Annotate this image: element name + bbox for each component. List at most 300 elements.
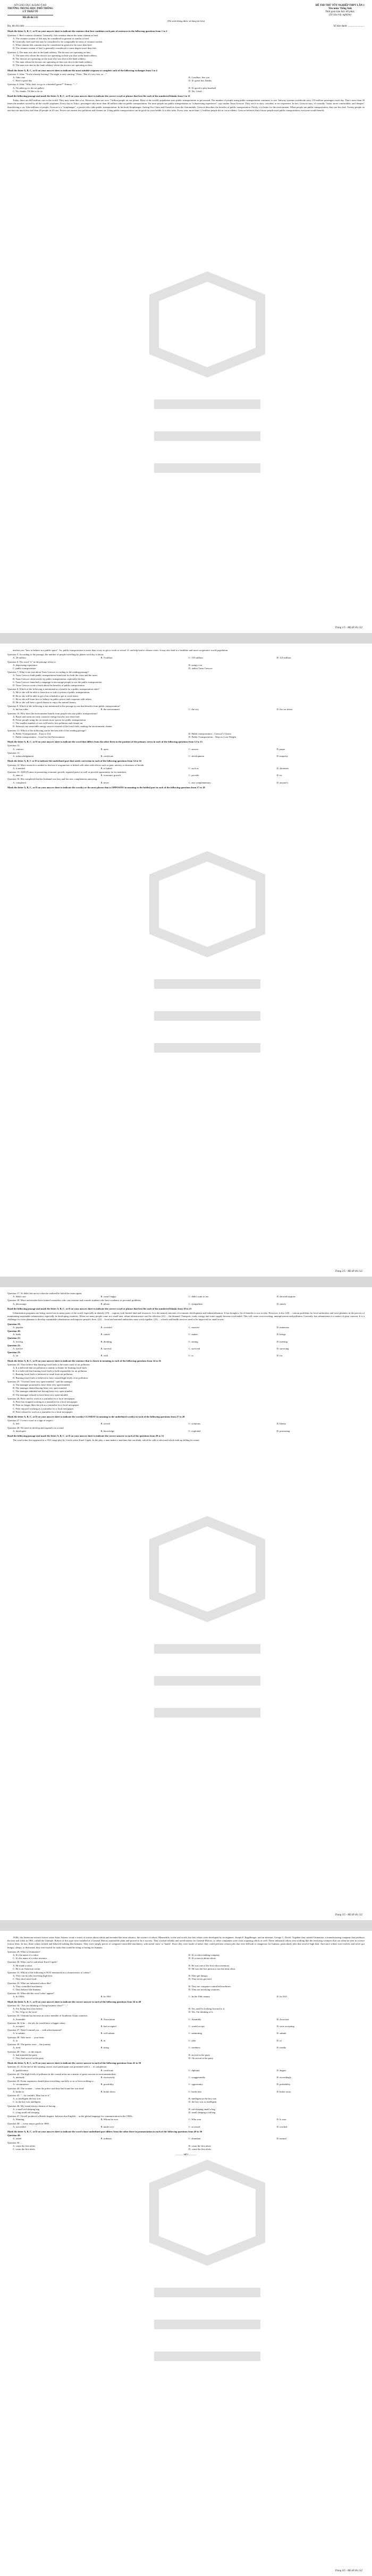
option[interactable]: B. Yes, and I'm looking forward to it. (189, 2007, 225, 2011)
option[interactable]: D. The vitamin content of beef is generally considered to some degree more than fish. (13, 47, 97, 50)
question-47: Question 47: Orwell produced a British linguist, believes that English ... as the global language for communication in the 1990s. (7, 2115, 133, 2118)
option[interactable]: A. I'd rather go to the art gallery (13, 86, 45, 89)
option[interactable]: D. exceedingly (276, 2075, 292, 2079)
page-2 (0, 644, 372, 1277)
options-31 (13, 1974, 365, 1981)
option[interactable]: D. satisfy (276, 1302, 286, 1305)
question-43: Question 43: Event organisers should plan everything carefully so as to leave nothing to ... (7, 2080, 96, 2083)
option[interactable]: A. discourage (13, 1302, 27, 1305)
option[interactable]: B. dividing (100, 1340, 112, 1343)
option[interactable]: D. surviving (276, 1347, 289, 1350)
question-24: Question 24: They believe that burning fossil fuels is the main cause of air pollution. (7, 1363, 90, 1366)
option[interactable]: B. Peter no longer likes the job as a journalist for a local newspaper. (13, 1404, 80, 1407)
option[interactable]: C. They don't need food. (13, 1978, 37, 1981)
question-23: Question 23: (7, 1351, 21, 1354)
question-30: Question 30: What can be said about Karel Capek? (7, 1961, 57, 1964)
option[interactable]: B. certificate (100, 2069, 114, 2072)
option[interactable]: B. They are computer-controlled machines. (189, 1985, 231, 1988)
options-15 (13, 774, 365, 777)
question-27: Question 27: I wear a scarf as a sign of respect. (7, 1419, 54, 1422)
question-12: Question 12: (7, 744, 20, 747)
options-50 (13, 2145, 365, 2151)
option[interactable]: C. No, thanks. I'd like to do so (13, 89, 43, 93)
question-25: Question 25: "I haven't been very open-minded," said the manager. (7, 1380, 73, 1383)
option[interactable]: A. to (13, 2039, 18, 2042)
options-28 (13, 1430, 365, 1433)
option[interactable]: B. wasn't happy (100, 1295, 116, 1298)
option[interactable]: C. survived (189, 1347, 200, 1350)
option[interactable]: B. red sleeping small a bag (189, 2107, 215, 2111)
option[interactable]: C. Assembly (189, 2018, 201, 2021)
question-17: Question 17: To didn't hat an eye when he realized he failed the exam again. (7, 1292, 82, 1295)
option[interactable]: D. Taras Grescoe wrote a book about the benefits of public transportation. (13, 684, 85, 687)
options-25 (13, 1383, 365, 1397)
option[interactable]: B. crowded (100, 1325, 112, 1329)
option[interactable]: A. developed (13, 1429, 26, 1432)
option[interactable]: C. The smaller number of cars will lead to less pollution and cleaner air. (13, 722, 83, 725)
exam-title: ĐỀ THI THỬ TỐT NGHIỆP THPT LẦN 1 (315, 4, 365, 7)
option[interactable]: C. They behave like humans. (13, 1988, 41, 1991)
option[interactable]: D. brings (276, 1333, 286, 1336)
exam-header (7, 4, 365, 20)
option[interactable]: C. In the 19th century (189, 1995, 210, 1998)
option[interactable]: B. served (100, 1422, 110, 1425)
page-footer: Trang 2/5 - Mã đề thi 132 (335, 1270, 362, 1273)
option[interactable]: A. tasted (13, 2137, 22, 2140)
subject: Tên môn: Tiếng Anh (328, 7, 352, 10)
option[interactable]: C. any complementary (189, 781, 211, 784)
reading-passage: Today, there are 600 million cars in the world. They may seem like a lot. However, there are over 7 billion people on our planet. Most of the world's population uses public transportation to get around. The number of people using public transportation continues to rise. Subway systems worldwide carry 155 million passengers each day. That's more than 30 times the number carried by all the world's airplanes. Every day in Tokyo, passengers take more than 40 million rides on public transportation. Yet most people see public transportation as "a depressing experience", says author Taras Grescoe. They see it as slow, crowded, or too expensive. In fact, Grescoe says, it's actually "faster, more comfortable, and cheaper" than driving a car. Like millions of people, Grescoe is a "straphanger", a person who rides public transportation. In his book Straphanger: Saving Our Cities and Ourselves from the Automobile, Grescoe describes the benefits of public transportation. Firstly, it is better for the environment. When people use public transportation, they use less fuel. Twenty people on one bus use much less fuel than 20 people in 20 cars. Fewer cars means less pollution and cleaner air. Using public transportation can be good for your health. It is also safer. Every year, more than 1.2 million people die in car accidents. Grescoe believes that if more people used public transportation, everyone would benefit. (7, 99, 365, 112)
question-13: Question 13: (7, 751, 20, 754)
option[interactable]: B. Taras Grescoe often travels by public transportation, especially the bus. (13, 677, 86, 680)
options-40 (13, 2054, 365, 2060)
option[interactable]: B. It is believed that burning fossil fuels is held responsible for air pollution. (13, 1370, 88, 1373)
option[interactable]: A. aims at (13, 774, 23, 777)
option[interactable]: B. tiring (100, 2046, 109, 2049)
reading-passage: The word robot first appeared in a 1921 stage play by Czech writer Karel Capek. In the play, a man makes a machine that can think, which he calls a robot and which ends up killing its owner. (13, 1439, 200, 1442)
option[interactable]: D. promoting (276, 1429, 290, 1432)
option[interactable]: C. What vitamin fish contains may be considered in general to be more than beef. (13, 44, 92, 47)
option[interactable]: D. cause the first alerts (189, 2147, 212, 2150)
option[interactable]: B. certificate (100, 755, 114, 758)
option[interactable]: C. makes (189, 1333, 198, 1336)
option[interactable]: D. In 1921 (276, 1995, 288, 1998)
question-44: Question 44: The woman ... when the police said they had found her son dead. (7, 2087, 84, 2090)
option[interactable]: C. Who won (189, 2118, 201, 2121)
name-field[interactable]: Họ, tên thí sinh: ........................................................... (7, 25, 65, 28)
instruction: Mark the letter A, B, C, or D on your answer sheet to indicate the word(s) CLOSEST in meaning to the underlined word(s) in each of the following questions from 27 to 28 (7, 1415, 185, 1418)
question-6: Question 6: The word "it" in the passage refers to (7, 660, 56, 663)
option[interactable]: C. such as (189, 766, 199, 770)
question-18: Question 18: More universities have trained counselors who can reassure and console students who have academic or personal problems. (7, 1299, 141, 1302)
option[interactable]: D. They never get tired. (189, 1978, 212, 1981)
option[interactable]: D. Is won (276, 2118, 286, 2121)
options-13 (13, 755, 365, 758)
option[interactable]: C. the city (189, 708, 199, 711)
option[interactable]: D. He was the first person to use the term robot. (189, 1967, 236, 1970)
option[interactable]: D. Yes, I'm thinking of it. (189, 2011, 214, 2014)
option[interactable]: A. Take care (13, 76, 26, 79)
option[interactable]: A. feel (13, 1422, 20, 1425)
option[interactable]: D. It's great fun, thanks (189, 79, 212, 82)
option[interactable]: B. with (100, 1354, 108, 1357)
question-33: Question 33: When did the word 'robot' appear? (7, 1992, 54, 1995)
option[interactable]: B. survival (100, 1347, 112, 1350)
option[interactable]: A. tired (13, 2046, 21, 2049)
option[interactable]: A. depressing experience (13, 663, 38, 666)
option[interactable]: B. Generally, beef and fish may be considered to be comparable in terms of vitamin content. (13, 40, 103, 44)
options-19 (13, 1326, 365, 1329)
option[interactable]: D. of (276, 2039, 282, 2042)
option[interactable]: A. on (13, 1354, 19, 1357)
question-2: Question 2: The man was shot in the bank robbery. The doctors are operating on him. (7, 51, 91, 54)
question-3: Question 3: John: "You're already leaving? The night is only starting." Peter: "But it's very late, so ..." (7, 72, 107, 76)
option[interactable]: B. ordinary (100, 2137, 112, 2140)
option[interactable]: C. broke into (189, 2090, 202, 2093)
option[interactable]: C. He is an American writer. (13, 1967, 41, 1970)
option[interactable]: C. It's the name of a robot inventor. (13, 1957, 47, 1960)
question-35: Question 35: Vietnam has become an active member of Southeast Asian countries. (7, 2014, 88, 2018)
option[interactable]: B. never (100, 781, 109, 784)
question-37: Question 37: Need I remind you ... with advertisement? (7, 2029, 62, 2032)
option[interactable]: D. He or she will have a good chance to enjoy the natural beauty. (13, 701, 77, 704)
options-2 (13, 54, 365, 68)
option[interactable]: A. Assemble (13, 2018, 26, 2021)
option[interactable]: A. completed (13, 781, 26, 784)
option[interactable]: B. In 1961 (100, 1995, 112, 1998)
option[interactable]: B. He was one of the first robot inventors. (189, 1964, 230, 1967)
option[interactable]: C. accessed (189, 2125, 200, 2128)
question-40: Question 40: They ... to the airport. (7, 2050, 42, 2053)
option[interactable]: B. the environment (100, 708, 120, 711)
option[interactable]: C. Peter enjoyed working as a journalist for a local newspaper. (13, 1407, 74, 1410)
option[interactable]: B. They get hungry. (189, 1974, 208, 1978)
question-48: Question 48: ... every major grade in 3000. (7, 2122, 49, 2125)
options-20 (13, 1333, 365, 1336)
option[interactable]: A. It is believed that air pollution is mainly to blame for burning fossil fuels. (13, 1366, 88, 1370)
option[interactable]: D. showed surprise (276, 1295, 295, 1298)
option[interactable]: C. diploma (189, 2069, 200, 2072)
option[interactable]: A. Peter has stopped working as a journalist for a local newspaper. (13, 1400, 78, 1404)
option[interactable]: D. anyone's (276, 781, 288, 784)
question-10: Question 10: How does the environment benefit from people who use public transportation? (7, 712, 98, 715)
reading-passage: teaches you "how to behave in a public space". So, public transportation is more than a way to get to work or school. It can help lead to cleaner cities. It may also lead to a healthier and more cooperative world population. (13, 649, 229, 652)
school-label: TRƯỜNG TRUNG HỌC PHỔ THÔNG (7, 7, 54, 10)
option[interactable]: C. submitting (189, 2032, 202, 2035)
page-1 (0, 0, 372, 633)
options-1 (13, 37, 365, 51)
exam-note: (Thí sinh không được sử dụng tài liệu) (167, 20, 205, 22)
options-18 (13, 1303, 365, 1306)
option[interactable]: B. The doctors are operating on the man who was shot in the bank robbery. (13, 57, 86, 61)
options-27 (13, 1422, 365, 1425)
option[interactable]: A. Buses and trains not only conserve energy but also use clean fuel. (13, 715, 80, 718)
option[interactable]: D. broke away (276, 2090, 291, 2093)
question-15: Question 15: ASEAN aims at promoting economic growth, regional peace as well as provide opportunity for its members. (7, 770, 127, 773)
options-38 (13, 2039, 365, 2043)
options-10 (13, 715, 365, 729)
option[interactable]: D. shortness (276, 766, 289, 770)
option[interactable]: D. The manager refused to have been very open-minded. (13, 1393, 69, 1396)
option[interactable]: D. reached (276, 2125, 288, 2128)
option[interactable]: C. He or she will learn how to behave in public places and cooperate with others. (13, 697, 92, 701)
option[interactable]: B. Association (100, 2018, 115, 2021)
option[interactable]: D. paper (276, 747, 285, 751)
option[interactable]: A. to submit (13, 2032, 25, 2035)
option[interactable]: B. 5 million (100, 656, 113, 660)
option[interactable]: C. public transportation (13, 667, 36, 670)
question-11: Question 11: Which of the following can be the best title of the reading passage? (7, 729, 87, 732)
option[interactable]: D. majority (276, 755, 288, 758)
option[interactable]: B. economic growth (100, 774, 121, 777)
option[interactable]: D. its (276, 774, 282, 777)
question-49: Question 49: (7, 2134, 21, 2137)
time-limit: Thời gian làm bài: 60 phút; (325, 11, 355, 13)
option[interactable]: A. is needed (13, 766, 25, 770)
option[interactable]: B. knowledge (100, 1429, 115, 1432)
options-5 (13, 656, 365, 660)
school-name: LÝ THÁI TỔ (22, 11, 38, 13)
question-38: Question 38: Take more ... your heart. (7, 2036, 45, 2039)
question-20: Question 20: (7, 1330, 21, 1333)
options-3 (13, 76, 365, 82)
option[interactable]: C. 155 million (189, 656, 203, 660)
option[interactable]: D. the boy was so intelligent (189, 2100, 217, 2104)
option[interactable]: B. excessively (100, 2075, 115, 2079)
options-32 (13, 1985, 365, 1991)
options-21 (13, 1340, 365, 1344)
reading-passage: 1940s, the American science fiction writer Isaac Asimov wrote a series of stories about robots and invented the term robotics, the science of robots. Meanwhile, in the real world, the first robots were developed by an engineer, Joseph F. Engelberger, and an inventor, George C. Devol. Together they started Unimation, a manufacturing company that produces the first real robot in 1961, called the Unimate. Robots of this type were installed at a General Motors automobile plant and proved to be a success. They worked reliably and saved money for General Motors, so other companies were soon acquiring robots as well. These industrial robots were nothing like the terrifying creatures that can often be seen in science fiction films. In fact, these robots looked and behaved nothing like humans. They were simply pieces of computer-controlled machinery, with metal 'arms' or 'hands'. Since they were made of metal, they could perform certain jobs that were difficult or dangerous for humans, particularly jobs that involve high heat. And since robots were tireless and never got hungry, sleepy, or distracted, they were useful for tasks that would be tiring or boring for humans. (7, 1936, 365, 1949)
option[interactable]: C. opportunity (189, 2083, 203, 2086)
option[interactable]: D. probability (276, 2083, 291, 2086)
options-4 (13, 87, 365, 93)
option[interactable]: B. cause the first alerts (189, 2144, 211, 2147)
option[interactable]: C. Burning fossil fuels is believed to result from air pollution. (13, 1373, 73, 1376)
options-39 (13, 2046, 365, 2049)
options-47 (13, 2118, 365, 2121)
option[interactable]: B. intelligent as the boy was (189, 2097, 217, 2100)
watermark-logo (138, 2154, 276, 2388)
option[interactable]: C. The man whom the doctors are operating on him was shot in the bank robbery. (13, 61, 92, 64)
instruction: Mark the letter A, B, C, or D on your answer sheet to indicate the correct answer to each of the following questions from 34 to 40 (7, 2000, 141, 2003)
option[interactable]: B. open (100, 747, 108, 751)
option[interactable]: C. would accept (189, 2025, 205, 2028)
option[interactable]: C. setting (189, 1340, 198, 1343)
watermark-logo (138, 846, 276, 1080)
options-43 (13, 2083, 365, 2086)
page-footer: Trang 1/5 - Mã đề thi 132 (335, 626, 362, 629)
option[interactable]: C. as the boy was intelligent (13, 2100, 41, 2104)
page-3 (0, 1287, 372, 1920)
option[interactable]: B. arrived at the party (189, 2053, 210, 2056)
question-1: Question 1: Beef contains vitamins. Generally, fish contains almost the same vitamin as beef. (7, 34, 99, 37)
option[interactable]: D. meeting (276, 1340, 288, 1343)
options-49 (13, 2137, 365, 2140)
option[interactable]: B. in (100, 2039, 106, 2042)
option[interactable]: D. tiredly (276, 2046, 286, 2049)
end-marker: ——— HẾT ——— (175, 2153, 197, 2156)
option[interactable]: A. qualification (13, 2069, 28, 2072)
options-48 (13, 2125, 365, 2129)
option[interactable]: C. provide (189, 774, 199, 777)
option[interactable]: B. using a car (189, 663, 202, 666)
option[interactable]: B. please (100, 1302, 110, 1305)
option[interactable]: A. survive (13, 1347, 23, 1350)
question-45: Question 45: "... he couldn't. Max fast in it." (7, 2094, 51, 2097)
sbd-field[interactable]: Số báo danh: ......................... (333, 25, 365, 28)
option[interactable]: A. It's the name of a robot. (13, 1954, 39, 1957)
option[interactable]: D. degree (276, 2069, 286, 2072)
option[interactable]: A. forcing (13, 1340, 23, 1343)
page-4 (0, 1931, 372, 2576)
option[interactable]: C. massive (189, 1325, 200, 1329)
option[interactable]: A. circumstance (13, 2083, 29, 2086)
option[interactable]: A. the bus rides (13, 708, 28, 711)
question-46: Question 46: My friend always dreams of having ... (7, 2104, 58, 2107)
option[interactable]: D. They are terrifying creatures. (189, 1988, 221, 1991)
options-33 (13, 1995, 365, 1998)
option[interactable]: C. Public transportation – Good for the Environment (13, 736, 64, 739)
option[interactable]: D. Subways use renewable energy sources instead of the fossil fuels, making the environment cleaner. (13, 725, 113, 728)
option[interactable]: B. Fewer people using the car means more spaces for public transportation. (13, 719, 87, 722)
option[interactable]: C. sympathize (189, 1302, 203, 1305)
option[interactable]: D. small sleeping a red bag (189, 2111, 216, 2114)
question-21: Question 21: (7, 1337, 21, 1340)
option[interactable]: D. Public Transportation – Ways to Lose Weight (189, 736, 236, 739)
option[interactable]: D. numerous (276, 1325, 290, 1329)
options-8 (13, 691, 365, 704)
option[interactable]: C. to (189, 1354, 193, 1357)
instruction: Mark the letter A, B, C, or D on your answer sheet to indicate the word that differs from the other three in the position of the primary stress in each of the following questions from 12 to 13 (7, 740, 202, 744)
option[interactable]: A. The manager promised to have been very open-minded. (13, 1383, 71, 1387)
option[interactable]: C. answer (189, 747, 199, 751)
instruction: Mark the letter A, B, C, or D on your answer sheet to indicate the sentence that is closest in meaning to each of the following questions from 24 to 26 (7, 1359, 161, 1362)
option[interactable]: C. solutions (189, 1422, 200, 1425)
option[interactable]: A. 20 million (13, 656, 26, 660)
option[interactable]: D. Associate (276, 2018, 289, 2021)
question-50: Question 50: ... (7, 2141, 23, 2144)
option[interactable]: A. I've flying first class before. (13, 2007, 44, 2011)
option[interactable]: B. made over (100, 2125, 114, 2128)
option[interactable]: A. cause the first alerts (13, 2144, 36, 2147)
option[interactable]: A. didn't care (13, 1295, 26, 1298)
option[interactable]: D. were accepting (276, 2025, 294, 2028)
option[interactable]: A. accepted (13, 2025, 24, 2028)
option[interactable]: D. for (276, 1354, 283, 1357)
option[interactable]: C. Have a good day (13, 79, 32, 82)
option[interactable]: C. a bag small red sleeping (13, 2111, 39, 2114)
option[interactable]: A. intensely (13, 2075, 25, 2079)
option[interactable]: B. It's good to play baseball (189, 86, 216, 89)
option[interactable]: B. It's a robot-making company. (189, 1954, 220, 1957)
options-11 (13, 732, 365, 739)
options-7 (13, 674, 365, 687)
option[interactable]: A. a small red sleeping bag (13, 2107, 40, 2111)
option[interactable]: A. They controlled machinery. (13, 1985, 43, 1988)
option[interactable]: C. development (189, 755, 205, 758)
options-9 (13, 708, 365, 711)
option[interactable]: B. Public transportation – Grescoe's Choice (189, 732, 232, 735)
option[interactable]: A. broke in (13, 2090, 24, 2093)
question-8: Question 8: Which of the following is mentioned as a benefit for a public transportation rider? (7, 688, 100, 691)
option[interactable]: D. submit (276, 2032, 286, 2035)
option[interactable]: C. exploded (189, 1429, 201, 1432)
options-45 (13, 2097, 365, 2104)
question-29: Question 29: What is Unimation? (7, 1950, 40, 1953)
options-14 (13, 767, 365, 770)
question-31: Question 31: Which of the following is NOT mentioned as a characteristic of robots? (7, 1971, 91, 1974)
option[interactable]: D. The man was shot in the bank robbery where the doctors are operating on him. (13, 64, 93, 67)
option[interactable]: D. No, I don't (189, 89, 202, 93)
option[interactable]: D. On arrival at the party (189, 2056, 214, 2060)
option[interactable]: A. contract (13, 747, 24, 751)
option[interactable]: B. broke down (100, 2090, 115, 2093)
option[interactable]: A. The vitamin content of fish may be considered in general as similar to beef. (13, 37, 90, 40)
option[interactable]: C. exaggeratedly (189, 2075, 206, 2079)
option[interactable]: D. Peter refused to work as a journalist for a local newspaper. (13, 1410, 73, 1413)
option[interactable]: A. Taras Grescoe finds public transportation beneficial for both the cities and the users. (13, 674, 98, 677)
question-41: Question 41: At the end of the training course, each participant was presented with a ... of completion. (7, 2065, 107, 2069)
option[interactable]: A. The man who whom the doctors are operating on him was shot in the bank robbery. (13, 54, 98, 57)
option[interactable]: A. In 1940s (13, 1995, 24, 1998)
option[interactable]: D. liberty (276, 1422, 286, 1425)
option[interactable]: B. causes (100, 1333, 110, 1336)
option[interactable]: A. Winning (13, 2118, 24, 2121)
option[interactable]: B. is linked (100, 766, 112, 770)
option[interactable]: B. Goodbye. See you (189, 76, 210, 79)
option[interactable]: D. natural (276, 2137, 286, 2140)
option[interactable]: C. abundant (189, 2137, 201, 2140)
options-30 (13, 1964, 365, 1971)
option[interactable]: A. Public Transportation – Easy to Use (13, 732, 51, 735)
option[interactable]: C. Taras Grescoe launched a campaign to encourage people to use the public transportation. (13, 680, 103, 683)
option[interactable]: A. He made a robot. (13, 1964, 33, 1967)
options-22 (13, 1347, 365, 1350)
option[interactable]: A. so intelligent the boy was (13, 2097, 41, 2100)
option[interactable]: A. acknowledgement (13, 755, 34, 758)
question-count: (50 câu trắc nghiệm) (328, 14, 351, 16)
dept-name: SỞ GIÁO DỤC & ĐÀO TẠO (14, 4, 47, 7)
option[interactable]: C. They had arrived at the party (13, 2056, 44, 2060)
option[interactable]: C. after (189, 2039, 196, 2042)
option[interactable]: C. didn't want to see (189, 1295, 209, 1298)
option[interactable]: D. the car driver (276, 708, 293, 711)
option[interactable]: B. had accepted (100, 2025, 116, 2028)
question-26: Question 26: Peter used to work as a journalist for a local newspaper. (7, 1397, 75, 1400)
option[interactable]: A. He or she will be able to learn how to ride a system of public transportation. (13, 691, 90, 694)
option[interactable]: B. The manager denied having been very open-minded. (13, 1387, 67, 1390)
option[interactable]: D. author Taras Grescoe (189, 667, 213, 670)
option[interactable]: D. It's a movie about robots. (189, 1957, 216, 1960)
option[interactable]: A. had attended the party (13, 2053, 38, 2056)
option[interactable]: D. Burning fossil fuels is believed to have caused high levels of air pollution. (13, 1376, 88, 1379)
option[interactable]: A. They can do jobs involving high heat. (13, 1974, 53, 1978)
option[interactable]: C. cause the first alerts (13, 2147, 35, 2150)
option[interactable]: D. 125 million (276, 656, 291, 660)
option[interactable]: B. Whom he won (100, 2118, 118, 2121)
option[interactable]: B. He or she will be able to get a bus schedule to get to work faster. (13, 694, 79, 697)
option[interactable]: C. The manager admitted not having been very open-minded. (13, 1390, 73, 1393)
option[interactable]: C. tiredness (189, 2046, 200, 2049)
option[interactable]: A. leads (13, 1333, 21, 1336)
option[interactable]: C. No, I'd go to the store. (13, 2011, 38, 2014)
option[interactable]: A. popular (13, 1325, 23, 1329)
option[interactable]: B. possibility (100, 2083, 114, 2086)
option[interactable]: B. will submit (100, 2032, 115, 2035)
options-42 (13, 2076, 365, 2079)
option[interactable]: A. succeeded (13, 2125, 26, 2128)
question-39: Question 39: The guests were ... the journey. (7, 2043, 51, 2046)
